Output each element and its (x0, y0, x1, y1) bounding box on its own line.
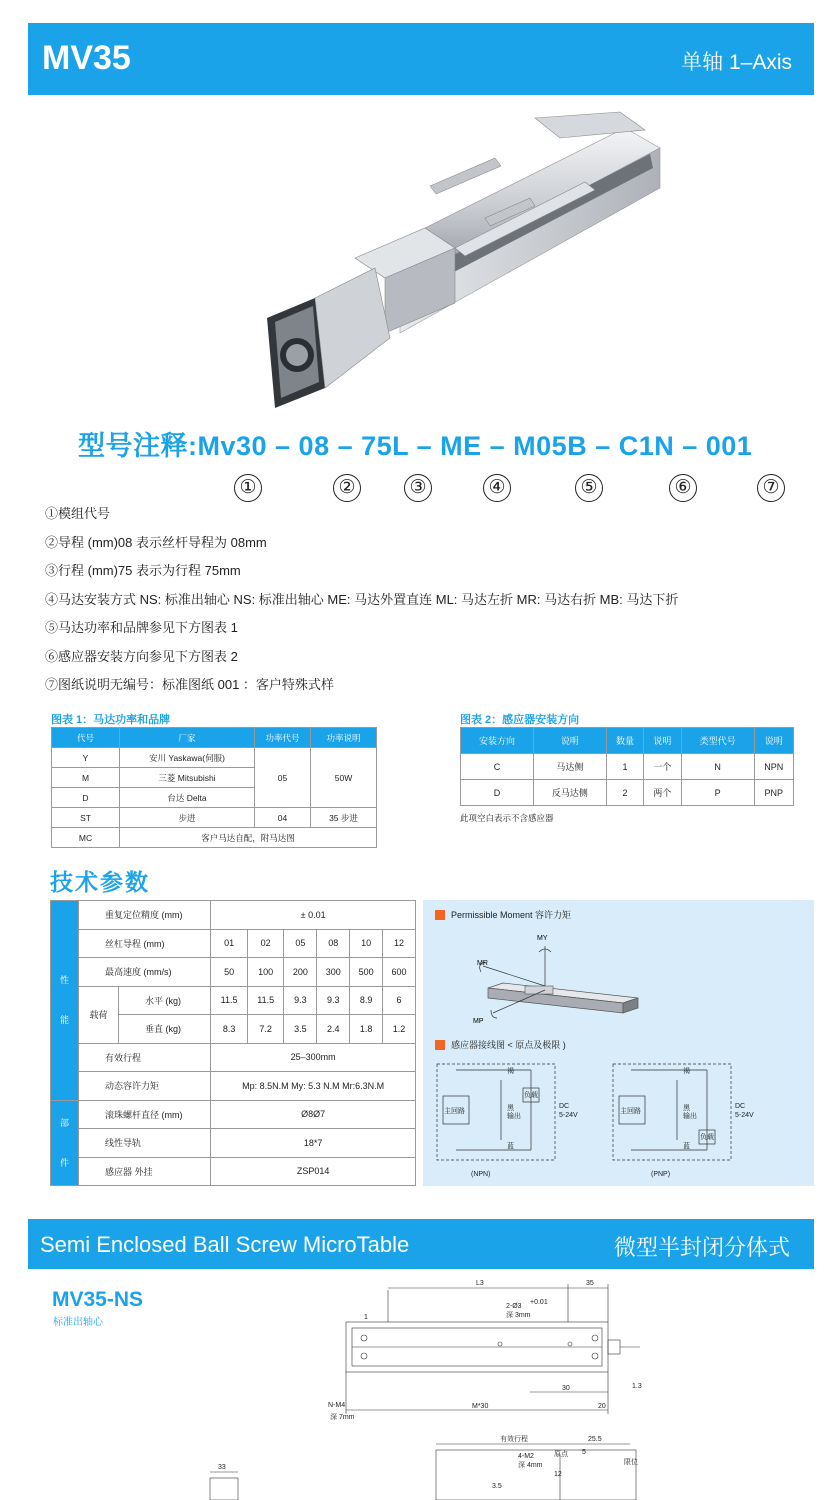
param-value: 18*7 (211, 1129, 416, 1158)
param-value: 600 (383, 958, 416, 987)
dim-3-5: 3.5 (492, 1483, 502, 1490)
dim-m2: 4-M2 (518, 1453, 534, 1460)
param-label: 重复定位精度 (mm) (79, 901, 211, 930)
table1-cell: 三菱 Mitsubishi (120, 768, 255, 788)
marker-6: ⑥ (669, 474, 697, 502)
table1-cell: 安川 Yaskawa(伺服) (120, 748, 255, 768)
table2-header: 数量 (606, 728, 643, 754)
param-value: 12 (383, 929, 416, 958)
param-value: 11.5 (247, 986, 284, 1015)
param-value: Ø8Ø7 (211, 1100, 416, 1129)
group-components: 部 件 (51, 1100, 79, 1186)
axis-label: 单轴 1–Axis (681, 51, 792, 74)
param-value: 01 (211, 929, 248, 958)
param-value: 100 (247, 958, 284, 987)
note-3: ③行程 (mm)75 表示为行程 75mm (45, 563, 241, 578)
param-label: 感应器 外挂 (79, 1157, 211, 1186)
dim-33: 33 (218, 1464, 226, 1471)
table1-cell: 05 (255, 748, 311, 808)
table2-cell: D (461, 780, 534, 806)
table1-cell: 客户马达自配，附马达图 (120, 828, 377, 848)
param-value: 10 (350, 929, 383, 958)
table1-header: 厂家 (120, 728, 255, 748)
main-circuit-npn: 主回路 (444, 1108, 465, 1115)
dim-25-5: 25.5 (588, 1436, 602, 1443)
note-5: ⑤马达功率和品牌参见下方图表 1 (45, 620, 238, 635)
dc-npn: DC (559, 1103, 570, 1110)
table1-cell: 35 步进 (311, 808, 377, 828)
mp-label: MP (473, 1018, 484, 1025)
dim-depth3: 深 3mm (506, 1312, 531, 1319)
moment-label: Permissible Moment 容许力矩 (451, 910, 572, 920)
table2-cell: C (461, 754, 534, 780)
param-label: 动态容许力矩 (79, 1072, 211, 1101)
param-value: 02 (247, 929, 284, 958)
blue-pnp: 蓝 (683, 1143, 690, 1150)
marker-2: ② (333, 474, 361, 502)
table1-cell: 步进 (120, 808, 255, 828)
param-value: 6 (383, 986, 416, 1015)
param-value: 8.3 (211, 1015, 248, 1044)
param-value: 05 (284, 929, 317, 958)
param-value: 1.2 (383, 1015, 416, 1044)
table2-cell: 马达侧 (533, 754, 606, 780)
table2-cell: 两个 (644, 780, 681, 806)
note-7: ⑦图纸说明无编号：标准图纸 001 ：客户特殊式样 (45, 677, 334, 692)
output-npn: 输出 (507, 1113, 521, 1120)
note-4: ④马达安装方式 NS: 标准出轴心 NS: 标准出轴心 ME: 马达外置直连 ML: 马达左折 MR: 马达右折 MB: 马达下折 (45, 591, 679, 607)
npn-label: (NPN) (471, 1171, 491, 1178)
diagram-panel (423, 900, 814, 1186)
param-value: 9.3 (284, 986, 317, 1015)
motor-table (51, 727, 377, 848)
brown-pnp: 褐 (683, 1068, 690, 1075)
dim-35: 35 (586, 1280, 594, 1287)
wiring-heading (435, 1038, 566, 1051)
param-value: 25–300mm (211, 1043, 416, 1072)
param-value: 9.3 (317, 986, 350, 1015)
table2-header: 说明 (754, 728, 793, 754)
table1-cell: 04 (255, 808, 311, 828)
dim-20: 20 (598, 1403, 606, 1410)
dim-12: 12 (554, 1471, 562, 1478)
table1-cell: D (52, 788, 120, 808)
param-value: 200 (284, 958, 317, 987)
param-value: 1.8 (350, 1015, 383, 1044)
brown-npn: 褐 (507, 1068, 514, 1075)
group-performance: 性 能 (51, 901, 79, 1101)
table2-title: 图表 2：感应器安装方向 (460, 714, 580, 726)
model-notes (45, 500, 678, 700)
moment-diagram (453, 928, 693, 1038)
dim-stroke: 有效行程 (500, 1436, 528, 1443)
section-title-en: Semi Enclosed Ball Screw MicroTable (40, 1232, 410, 1257)
table2-header: 说明 (644, 728, 681, 754)
orange-square-icon (435, 910, 445, 920)
note-2: ②导程 (mm)08 表示丝杆导程为 08mm (45, 534, 267, 550)
param-label: 线性导轨 (79, 1129, 211, 1158)
param-value: ± 0.01 (211, 901, 416, 930)
dim-30: 30 (562, 1385, 570, 1392)
dim-m30: M*30 (472, 1403, 489, 1410)
note-6: ⑥感应器安装方向参见下方图表 2 (45, 648, 238, 664)
table2-cell: PNP (754, 780, 793, 806)
dimension-drawing (150, 1274, 670, 1500)
blue-npn: 蓝 (507, 1143, 514, 1150)
table2-cell: 反马达侧 (533, 780, 606, 806)
marker-3: ③ (404, 474, 432, 502)
param-label: 水平 (kg) (119, 986, 211, 1015)
table2-cell: N (681, 754, 754, 780)
dim-hole: 2-Ø3 (506, 1303, 522, 1310)
black-pnp: 黑 (683, 1105, 690, 1112)
dim-nm4: N-M4 (328, 1402, 346, 1409)
table2-cell: NPN (754, 754, 793, 780)
voltage-npn: 5-24V (559, 1112, 578, 1119)
param-value: 50 (211, 958, 248, 987)
dim-1-3: 1.3 (632, 1383, 642, 1390)
table1-header: 功率代号 (255, 728, 311, 748)
table1-cell: 50W (311, 748, 377, 808)
table2-cell: P (681, 780, 754, 806)
marker-1: ① (234, 474, 262, 502)
dim-depth4: 深 4mm (518, 1462, 543, 1469)
table1-cell: Y (52, 748, 120, 768)
wiring-diagrams (431, 1060, 811, 1182)
param-value: 2.4 (317, 1015, 350, 1044)
section-banner (28, 1219, 814, 1269)
dim-origin: 原点 (554, 1451, 568, 1458)
table2-cell: 一个 (644, 754, 681, 780)
mr-label: MR (477, 960, 488, 967)
table1-cell: MC (52, 828, 120, 848)
table1-cell: ST (52, 808, 120, 828)
ns-subtitle: 标准出轴心 (53, 1317, 103, 1328)
sensor-table (460, 727, 794, 806)
header-banner (28, 23, 814, 95)
tech-title: 技术参数 (50, 869, 150, 895)
table2-header: 安装方向 (461, 728, 534, 754)
table2-header: 说明 (533, 728, 606, 754)
marker-5: ⑤ (575, 474, 603, 502)
ns-title: MV35-NS (52, 1288, 144, 1311)
dim-l3: L3 (476, 1280, 484, 1287)
my-label: MY (537, 935, 548, 942)
table2-header: 类型代号 (681, 728, 754, 754)
load-label-pnp: 负载 (700, 1134, 714, 1141)
black-npn: 黑 (507, 1105, 514, 1112)
param-value: 3.5 (284, 1015, 317, 1044)
model-code: 型号注释:Mv30 – 08 – 75L – ME – M05B – C1N – 001 (78, 431, 753, 461)
tech-table (50, 900, 416, 1186)
param-value: Mp: 8.5N.M My: 5.3 N.M Mr:6.3N.M (211, 1072, 416, 1101)
param-value: 300 (317, 958, 350, 987)
param-label: 最高速度 (mm/s) (79, 958, 211, 987)
param-label: 丝杠导程 (mm) (79, 929, 211, 958)
load-label: 载荷 (79, 986, 119, 1043)
voltage-pnp: 5-24V (735, 1112, 754, 1119)
orange-square-icon (435, 1040, 445, 1050)
param-value: 500 (350, 958, 383, 987)
model-title: MV35 (42, 39, 131, 77)
output-pnp: 输出 (683, 1113, 697, 1120)
note-1: ①模组代号 (45, 506, 111, 521)
table1-header: 功率说明 (311, 728, 377, 748)
marker-4: ④ (483, 474, 511, 502)
table1-cell: 台达 Delta (120, 788, 255, 808)
section-title-cn: 微型半封闭分体式 (613, 1235, 790, 1260)
product-image (255, 108, 665, 413)
wiring-label: 感应器接线图 < 原点及极限 ) (451, 1040, 566, 1050)
dim-limit: 限位 (624, 1459, 638, 1466)
param-label: 滚珠螺杆直径 (mm) (79, 1100, 211, 1129)
pnp-label: (PNP) (651, 1171, 671, 1178)
table2-note: 此项空白表示不含感应器 (460, 813, 554, 823)
table1-cell: M (52, 768, 120, 788)
table1-header: 代号 (52, 728, 120, 748)
moment-heading (435, 908, 571, 921)
dim-1: 1 (364, 1314, 368, 1321)
dim-5: 5 (582, 1449, 586, 1456)
dc-pnp: DC (735, 1103, 746, 1110)
table2-cell: 2 (606, 780, 643, 806)
param-label: 垂直 (kg) (119, 1015, 211, 1044)
param-label: 有效行程 (79, 1043, 211, 1072)
table2-cell: 1 (606, 754, 643, 780)
load-label-npn: 负载 (524, 1092, 538, 1099)
param-value: 08 (317, 929, 350, 958)
dim-tol: +0.01 (530, 1299, 548, 1306)
marker-7: ⑦ (757, 474, 785, 502)
dim-depth7: 深 7mm (330, 1414, 355, 1421)
param-value: 11.5 (211, 986, 248, 1015)
main-circuit-pnp: 主回路 (620, 1108, 641, 1115)
param-value: 7.2 (247, 1015, 284, 1044)
param-value: 8.9 (350, 986, 383, 1015)
param-value: ZSP014 (211, 1157, 416, 1186)
table1-title: 图表 1：马达功率和品牌 (51, 714, 171, 726)
